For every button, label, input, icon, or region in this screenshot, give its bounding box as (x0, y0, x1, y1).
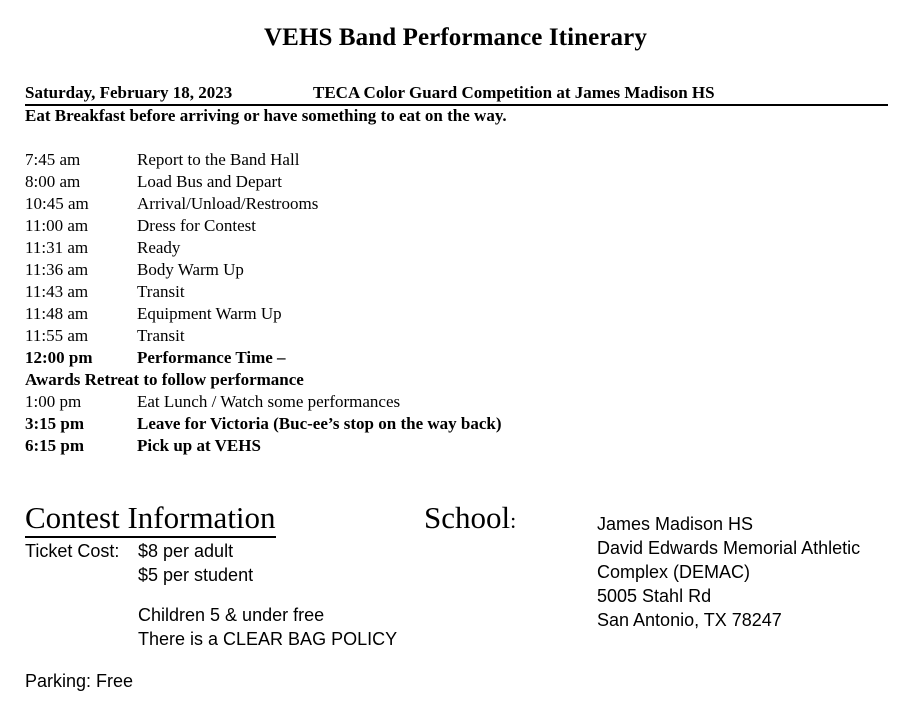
schedule-row-time: 11:00 am (25, 216, 89, 235)
contest-note-line: There is a CLEAR BAG POLICY (138, 629, 398, 649)
schedule-row-time: 3:15 pm (25, 414, 85, 433)
contest-information-heading: Contest Information (25, 500, 276, 538)
schedule-row-description: Transit (137, 282, 185, 301)
schedule-row-description: Report to the Band Hall (137, 150, 300, 169)
ticket-cost-value: $8 per adult (138, 541, 234, 561)
schedule-row (25, 347, 885, 369)
contest-notes-block (138, 603, 397, 651)
contest-note-line: Children 5 & under free (138, 605, 325, 625)
page-title: VEHS Band Performance Itinerary (264, 24, 647, 51)
schedule-row (25, 435, 885, 457)
school-address-line: 5005 Stahl Rd (597, 586, 712, 606)
school-address-line: San Antonio, TX 78247 (597, 610, 782, 630)
schedule-row-time: 12:00 pm (25, 348, 93, 367)
schedule-row-description: Ready (137, 238, 181, 257)
schedule-row (25, 391, 885, 413)
schedule-row-time: 8:00 am (25, 172, 81, 191)
schedule-row-description: Eat Lunch / Watch some performances (137, 392, 401, 411)
school-heading-label: School (424, 500, 511, 535)
school-address-line: Complex (DEMAC) (597, 562, 751, 582)
schedule-row-time: 11:55 am (25, 326, 89, 345)
parking-info: Parking: Free (25, 671, 134, 691)
schedule-row-description: Awards Retreat to follow performance (25, 370, 304, 389)
schedule-row-description: Load Bus and Depart (137, 172, 282, 191)
schedule-row (25, 171, 885, 193)
schedule-row-description: Dress for Contest (137, 216, 256, 235)
schedule-row-description: Pick up at VEHS (137, 436, 261, 455)
schedule-row (25, 237, 885, 259)
ticket-cost-row (25, 539, 253, 563)
schedule-row-description: Body Warm Up (137, 260, 244, 279)
schedule-row (25, 413, 885, 435)
school-heading-colon: : (510, 508, 517, 533)
ticket-cost-value: $5 per student (138, 565, 254, 585)
schedule-list (25, 149, 885, 457)
ticket-cost-row (25, 563, 253, 587)
schedule-row (25, 215, 885, 237)
school-address-line: James Madison HS (597, 514, 754, 534)
schedule-row-time: 10:45 am (25, 194, 89, 213)
schedule-row-description: Arrival/Unload/Restrooms (137, 194, 319, 213)
schedule-row (25, 325, 885, 347)
schedule-row-time: 11:31 am (25, 238, 89, 257)
schedule-row-description: Transit (137, 326, 185, 345)
schedule-row (25, 369, 885, 391)
schedule-row (25, 259, 885, 281)
schedule-row (25, 149, 885, 171)
schedule-row-description: Performance Time – (137, 348, 286, 367)
breakfast-note: Eat Breakfast before arriving or have something to eat on the way. (25, 106, 507, 125)
schedule-row-time: 11:36 am (25, 260, 89, 279)
event-name: TECA Color Guard Competition at James Madison HS (313, 83, 715, 102)
school-heading (424, 500, 516, 539)
schedule-row-time: 6:15 pm (25, 436, 85, 455)
ticket-cost-label: Ticket Cost: (25, 541, 120, 561)
schedule-row-description: Leave for Victoria (Buc-ee’s stop on the way back) (137, 414, 502, 433)
school-address-line: David Edwards Memorial Athletic (597, 538, 861, 558)
schedule-row-time: 11:48 am (25, 304, 89, 323)
schedule-row-time: 1:00 pm (25, 392, 82, 411)
schedule-row-description: Equipment Warm Up (137, 304, 282, 323)
schedule-row (25, 193, 885, 215)
school-address-block (597, 512, 860, 632)
event-header (25, 83, 888, 106)
schedule-row-time: 11:43 am (25, 282, 89, 301)
event-date: Saturday, February 18, 2023 (25, 83, 233, 102)
ticket-cost-block (25, 539, 253, 587)
schedule-row (25, 303, 885, 325)
schedule-row (25, 281, 885, 303)
schedule-row-time: 7:45 am (25, 150, 81, 169)
